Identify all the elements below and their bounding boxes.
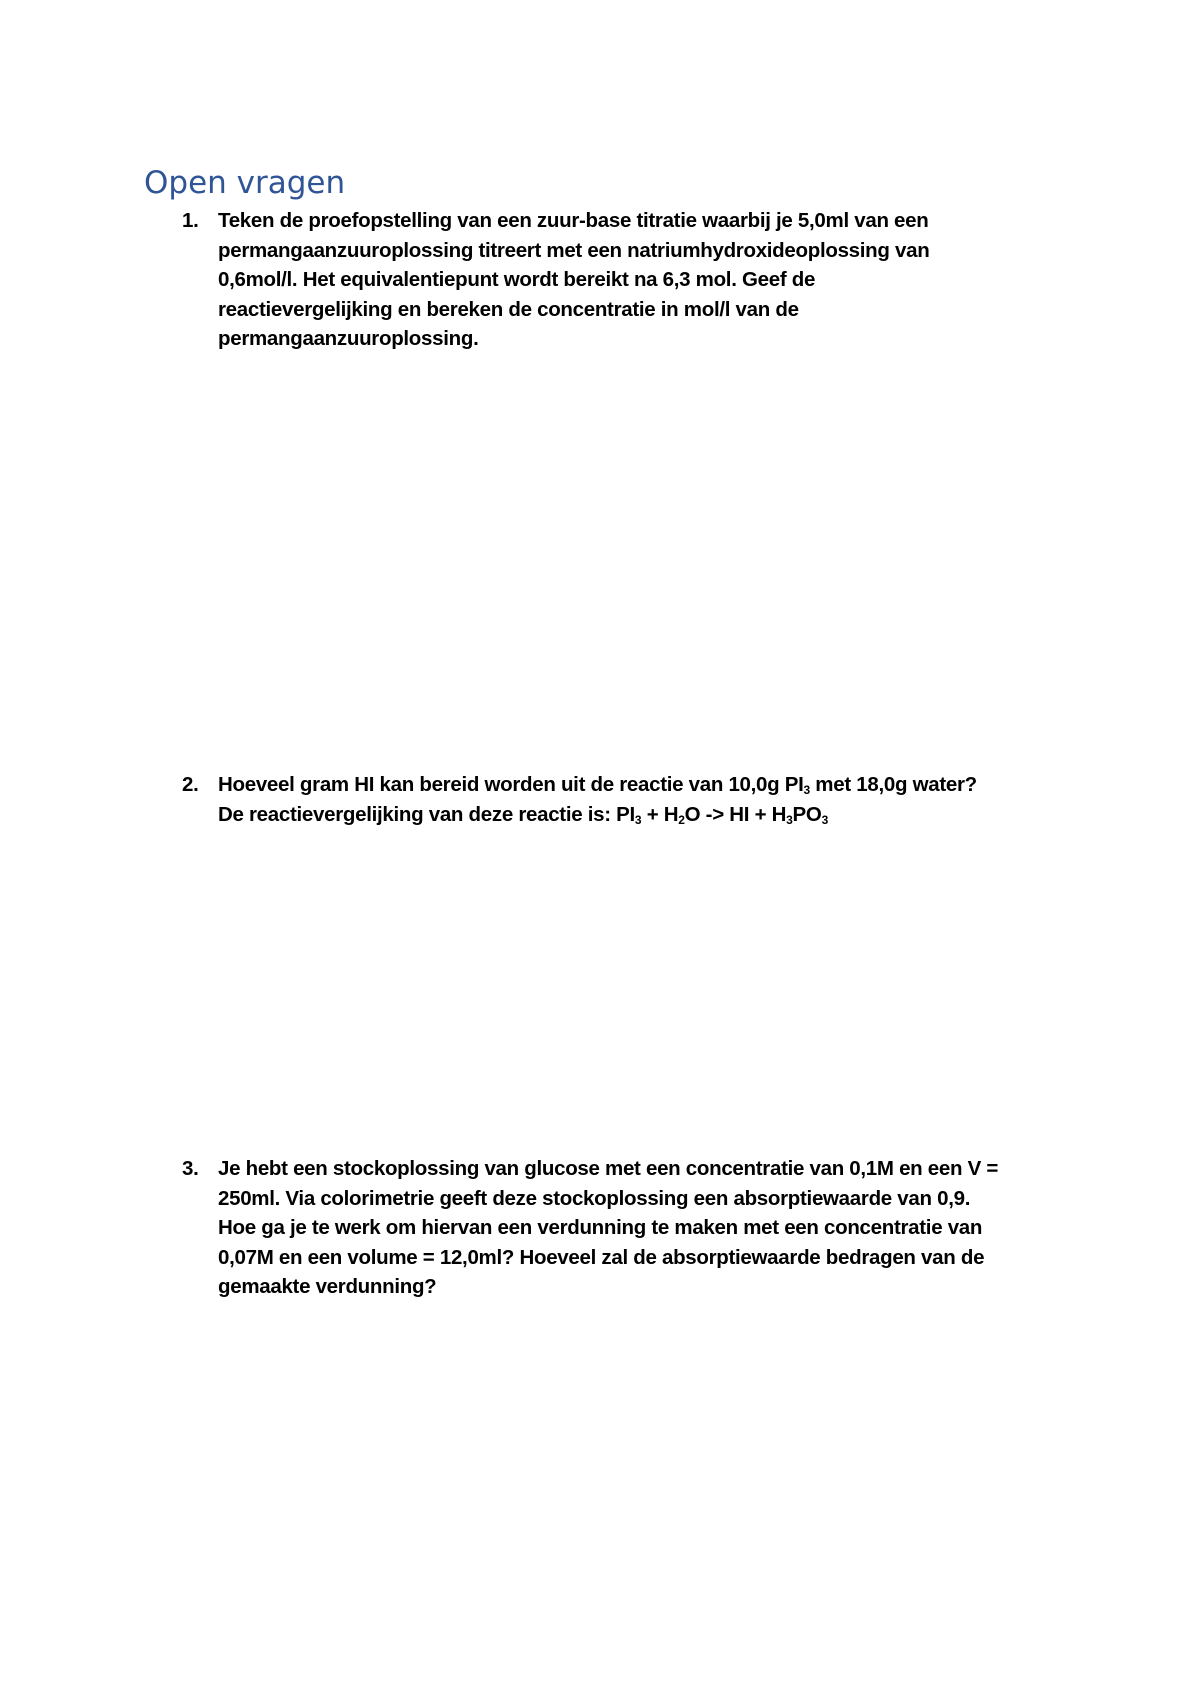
subscript: 3 <box>803 783 810 797</box>
text-segment: PO <box>792 802 822 826</box>
question-3 <box>182 1154 1062 1302</box>
question-number: 2. <box>182 773 199 796</box>
question-line: permangaanzuuroplossing titreert met een natriumhydroxideoplossing van <box>218 238 930 262</box>
question-2 <box>182 770 1062 829</box>
question-number: 3. <box>182 1157 199 1180</box>
question-line: Hoe ga je te werk om hiervan een verdunning te maken met een concentratie van <box>218 1216 983 1239</box>
question-text <box>218 206 1062 354</box>
text-segment: Hoeveel gram HI kan bereid worden uit de reactie van 10,0g PI <box>218 773 804 796</box>
question-line: gemaakte verdunning? <box>218 1275 437 1298</box>
section-heading: Open vragen <box>144 165 346 201</box>
question-line: reactievergelijking en bereken de concentratie in mol/l van de <box>218 297 799 321</box>
question-1 <box>182 206 1062 354</box>
question-line: 0,07M en een volume = 12,0ml? Hoeveel zal de absorptiewaarde bedragen van de <box>218 1245 985 1269</box>
text-segment: + H <box>641 802 679 826</box>
question-line: Teken de proefopstelling van een zuur-base titratie waarbij je 5,0ml van een <box>218 209 929 232</box>
question-line: 0,6mol/l. Het equivalentiepunt wordt bereikt na 6,3 mol. Geef de <box>218 268 816 291</box>
reaction-equation-line <box>218 800 1062 830</box>
question-line: Je hebt een stockoplossing van glucose met een concentratie van 0,1M en een V = <box>218 1157 999 1180</box>
question-line <box>218 770 1062 800</box>
text-segment: De reactievergelijking van deze reactie is: PI <box>218 802 635 826</box>
question-text <box>218 1154 1062 1302</box>
text-segment: O -> HI + H <box>684 802 787 826</box>
subscript: 3 <box>634 812 642 827</box>
question-line: 250ml. Via colorimetrie geeft deze stockoplossing een absorptiewaarde van 0,9. <box>218 1186 971 1210</box>
subscript: 2 <box>678 812 685 827</box>
question-text <box>218 770 1062 829</box>
text-segment: met 18,0g water? <box>809 773 977 796</box>
subscript: 3 <box>821 812 828 827</box>
subscript: 3 <box>786 812 793 827</box>
question-number: 1. <box>182 209 199 232</box>
question-line: permangaanzuuroplossing. <box>218 327 479 350</box>
